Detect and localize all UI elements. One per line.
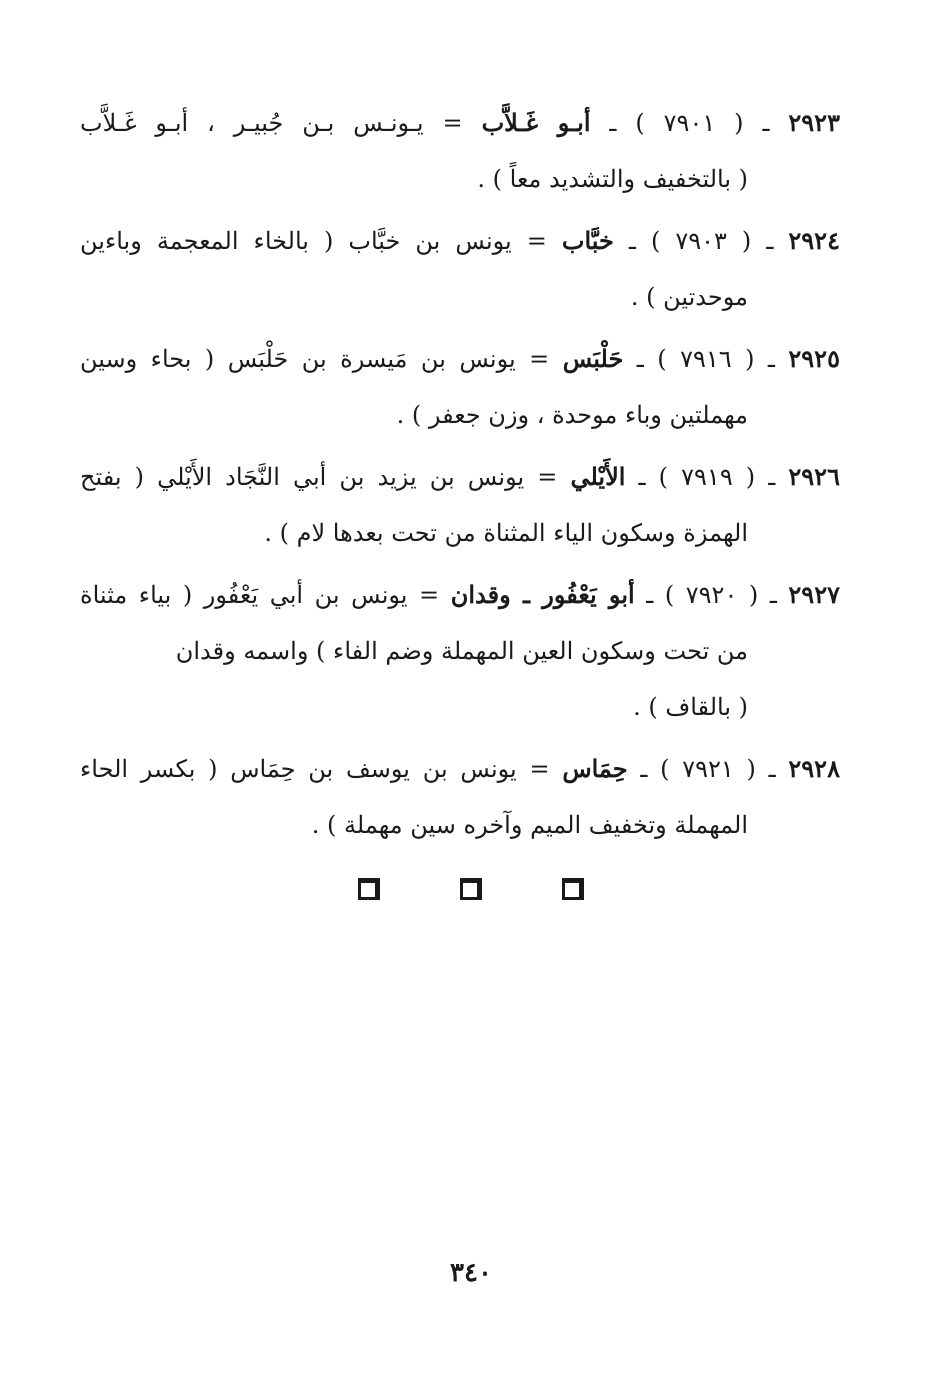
entry-first-line bbox=[80, 567, 840, 623]
separator: ـ bbox=[638, 463, 646, 491]
entry-reference: ( ٧٩٢٠ ) bbox=[664, 581, 759, 609]
entry-text: = يونس بن أبي يَعْفُور ( بياء مثناة bbox=[80, 581, 440, 609]
entry-headword: حَلْبَس bbox=[562, 344, 624, 373]
entry-headword: الأَيْلي bbox=[570, 462, 626, 491]
entry bbox=[80, 567, 840, 735]
square-ornament-icon bbox=[562, 878, 584, 900]
entry-list bbox=[80, 95, 840, 859]
entry bbox=[80, 741, 840, 853]
entry-reference: ( ٧٩٠٣ ) bbox=[650, 227, 752, 255]
entry-continuation: ( بالتخفيف والتشديد معاً ) . bbox=[477, 165, 748, 193]
entry-first-line bbox=[80, 449, 840, 505]
entry-first-line bbox=[80, 213, 840, 269]
entry-reference: ( ٧٩١٩ ) bbox=[658, 463, 756, 491]
entry-reference: ( ٧٩١٦ ) bbox=[657, 345, 755, 373]
entry-text: = يونس بن يزيد بن أبي النَّجَاد الأَيْلي ( بفتح bbox=[80, 463, 558, 491]
separator: ـ bbox=[628, 227, 636, 255]
separator: ـ bbox=[766, 227, 774, 255]
separator: ـ bbox=[767, 345, 775, 373]
entry-text: = يونس بن يوسف بن حِمَاس ( بكسر الحاء bbox=[80, 755, 550, 783]
entry bbox=[80, 213, 840, 325]
entry-headword: حِمَاس bbox=[562, 754, 628, 783]
entry-headword: أبـو غَـلاَّب bbox=[481, 108, 591, 137]
separator: ـ bbox=[640, 755, 648, 783]
entry-first-line bbox=[80, 331, 840, 387]
separator: ـ bbox=[769, 581, 777, 609]
entry-continuation: موحدتين ) . bbox=[630, 283, 748, 311]
entry bbox=[80, 331, 840, 443]
entry-headword: أبو يَعْفُور ـ وقدان bbox=[450, 580, 635, 609]
entry-continuation: الهمزة وسكون الياء المثناة من تحت بعدها لام ) . bbox=[264, 519, 748, 547]
square-ornament-icon bbox=[460, 878, 482, 900]
separator: ـ bbox=[636, 345, 644, 373]
entry-continuation: مهملتين وباء موحدة ، وزن جعفر ) . bbox=[396, 401, 748, 429]
entry-number: ٢٩٢٧ bbox=[788, 580, 840, 609]
entry bbox=[80, 95, 840, 207]
separator: ـ bbox=[609, 109, 617, 137]
entry-number: ٢٩٢٣ bbox=[788, 108, 840, 137]
entry-continuation: ( بالقاف ) . bbox=[633, 693, 748, 721]
entry-first-line bbox=[80, 741, 840, 797]
entry-headword: خبَّاب bbox=[561, 226, 614, 255]
separator: ـ bbox=[768, 755, 776, 783]
page-number: ٣٤٠ bbox=[450, 1258, 492, 1288]
entry-continuation: المهملة وتخفيف الميم وآخره سين مهملة ) . bbox=[311, 811, 748, 839]
separator: ـ bbox=[768, 463, 776, 491]
entry-text: = يـونـس بـن جُبيـر ، أبـو غَـلاَّب bbox=[80, 109, 463, 137]
entry-number: ٢٩٢٨ bbox=[788, 754, 840, 783]
entry-text: = يونس بن خبَّاب ( بالخاء المعجمة وباءين bbox=[80, 227, 547, 255]
entry-text: = يونس بن مَيسرة بن حَلْبَس ( بحاء وسين bbox=[80, 345, 550, 373]
square-ornament-icon bbox=[358, 878, 380, 900]
separator: ـ bbox=[646, 581, 654, 609]
entry-first-line bbox=[80, 95, 840, 151]
entry-number: ٢٩٢٦ bbox=[788, 462, 840, 491]
entry-continuation: من تحت وسكون العين المهملة وضم الفاء ) واسمه وقدان bbox=[175, 637, 748, 665]
section-end-marks bbox=[0, 878, 942, 900]
entry-reference: ( ٧٩٢١ ) bbox=[660, 755, 756, 783]
entry-reference: ( ٧٩٠١ ) bbox=[635, 109, 744, 137]
entry bbox=[80, 449, 840, 561]
entry-number: ٢٩٢٤ bbox=[788, 226, 840, 255]
separator: ـ bbox=[762, 109, 770, 137]
entry-number: ٢٩٢٥ bbox=[788, 344, 840, 373]
